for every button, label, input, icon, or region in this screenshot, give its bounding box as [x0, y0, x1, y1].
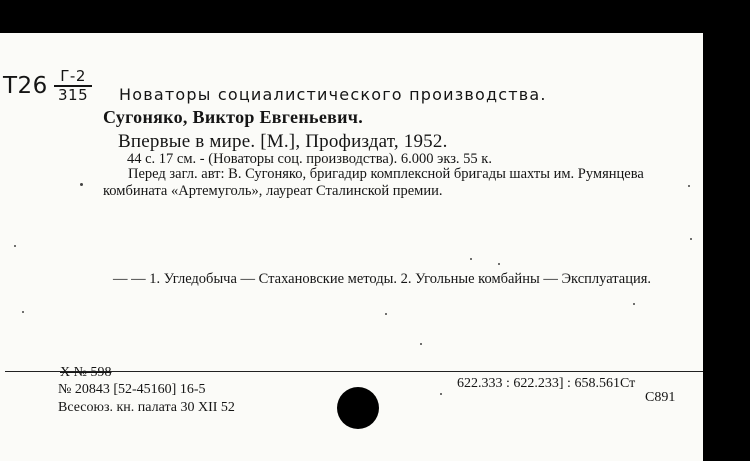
speck: [385, 313, 387, 315]
book-chamber-stamp: Всесоюз. кн. палата 30 XII 52: [58, 400, 235, 415]
punch-hole: [337, 387, 379, 429]
speck: [80, 183, 83, 186]
order-number: № 20843 [52-45160] 16-5: [58, 382, 206, 397]
shelfmark-fraction: [54, 68, 92, 104]
speck: [14, 245, 16, 247]
speck: [688, 185, 690, 187]
fraction-bottom: 315: [58, 86, 89, 104]
shelfmark: Т26: [3, 73, 48, 99]
speck: [22, 311, 24, 313]
subject-headings: — — 1. Угледобыча — Стахановские методы. 2. Угольные комбайны — Эксплуатация.: [113, 271, 652, 287]
speck: [440, 393, 442, 395]
fraction-top: Г-2: [54, 68, 92, 87]
speck: [420, 343, 422, 345]
collation: 44 с. 17 см. - (Новаторы соц. производства). 6.000 экз. 55 к.: [127, 151, 492, 167]
speck: [633, 303, 635, 305]
udc-classification: 622.333 : 622.233] : 658.561Ст: [457, 376, 636, 391]
handwritten-series: Новаторы социалистического производства.: [119, 85, 547, 104]
author-heading: Сугоняко, Виктор Евгеньевич.: [103, 107, 364, 127]
note-text: Перед загл. авт: В. Сугоняко, бригадир комплексной бригады шахты им. Румянцева комбината «Артемуголь», лауреат Сталинской премии.: [103, 166, 644, 199]
speck: [690, 238, 692, 240]
title-imprint: Впервые в мире. [М.], Профиздат, 1952.: [118, 131, 448, 152]
speck: [498, 263, 500, 265]
speck: [470, 258, 472, 260]
cutter-number: С891: [645, 390, 676, 405]
x-number: Х № 598: [60, 365, 112, 380]
catalog-card: [0, 33, 703, 461]
